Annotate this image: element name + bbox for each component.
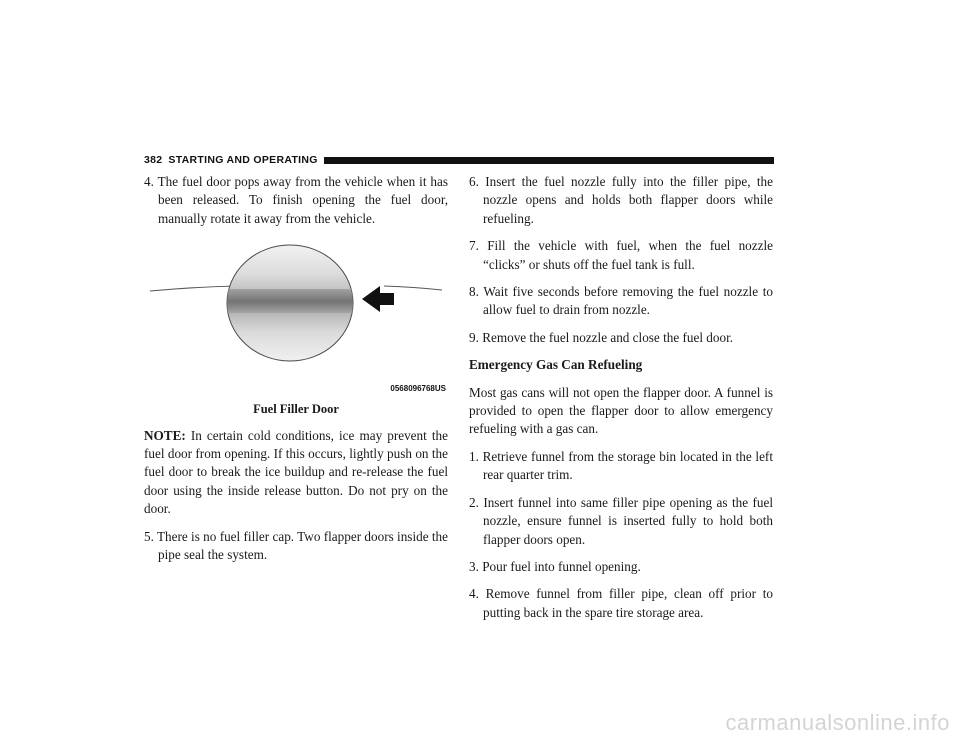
section-title: STARTING AND OPERATING bbox=[168, 154, 318, 166]
arrow-icon bbox=[362, 286, 394, 312]
figure-code: 0568096768US bbox=[390, 384, 446, 394]
page-number: 382 bbox=[144, 154, 163, 166]
page-header bbox=[144, 154, 774, 166]
watermark: carmanualsonline.info bbox=[725, 710, 950, 735]
header-rule bbox=[324, 157, 774, 164]
step-9: 9. Remove the fuel nozzle and close the fuel door. bbox=[469, 329, 734, 345]
fuel-filler-door-figure bbox=[144, 237, 448, 399]
step-5: 5. There is no fuel filler cap. Two flapper doors inside the pipe seal the system. bbox=[144, 528, 448, 563]
step-4: 4. The fuel door pops away from the vehicle when it has been released. To finish opening the fuel door, manually rotate it away from the vehicle. bbox=[144, 174, 448, 226]
step-7: 7. Fill the vehicle with fuel, when the fuel nozzle “clicks” or shuts off the fuel tank is full. bbox=[469, 238, 773, 272]
right-column bbox=[469, 173, 773, 631]
gas-can-step-2: 2. Insert funnel into same filler pipe opening as the fuel nozzle, ensure funnel is inserted fully to hold both flapper doors open. bbox=[469, 494, 773, 547]
step-8: 8. Wait five seconds before removing the fuel nozzle to allow fuel to drain from nozzle. bbox=[469, 284, 773, 318]
gas-can-step-3: 3. Pour fuel into funnel opening. bbox=[469, 558, 641, 574]
note bbox=[144, 427, 448, 519]
left-column bbox=[144, 173, 448, 573]
gas-can-step-1: 1. Retrieve funnel from the storage bin located in the left rear quarter trim. bbox=[469, 448, 773, 483]
gas-can-step-4: 4. Remove funnel from filler pipe, clean off prior to putting back in the spare tire storage area. bbox=[469, 586, 773, 620]
figure-caption: Fuel Filler Door bbox=[253, 402, 339, 417]
note-text: In certain cold conditions, ice may prevent the fuel door from opening. If this occurs, lightly push on the fuel door to break the ice buildup and re-release the fuel door using the inside release button. Do not pry on the door. bbox=[144, 427, 448, 517]
body-line-right bbox=[384, 286, 442, 290]
note-label: NOTE: bbox=[144, 427, 186, 443]
intro-paragraph: Most gas cans will not open the flapper door. A funnel is provided to open the flapper door to allow emergency refueling with a gas can. bbox=[469, 384, 773, 437]
step-6: 6. Insert the fuel nozzle fully into the filler pipe, the nozzle opens and holds both flapper doors while refueling. bbox=[469, 174, 773, 226]
section-heading: Emergency Gas Can Refueling bbox=[469, 357, 643, 373]
fuel-filler-door-illustration bbox=[144, 237, 448, 399]
body-line-left bbox=[150, 286, 236, 291]
